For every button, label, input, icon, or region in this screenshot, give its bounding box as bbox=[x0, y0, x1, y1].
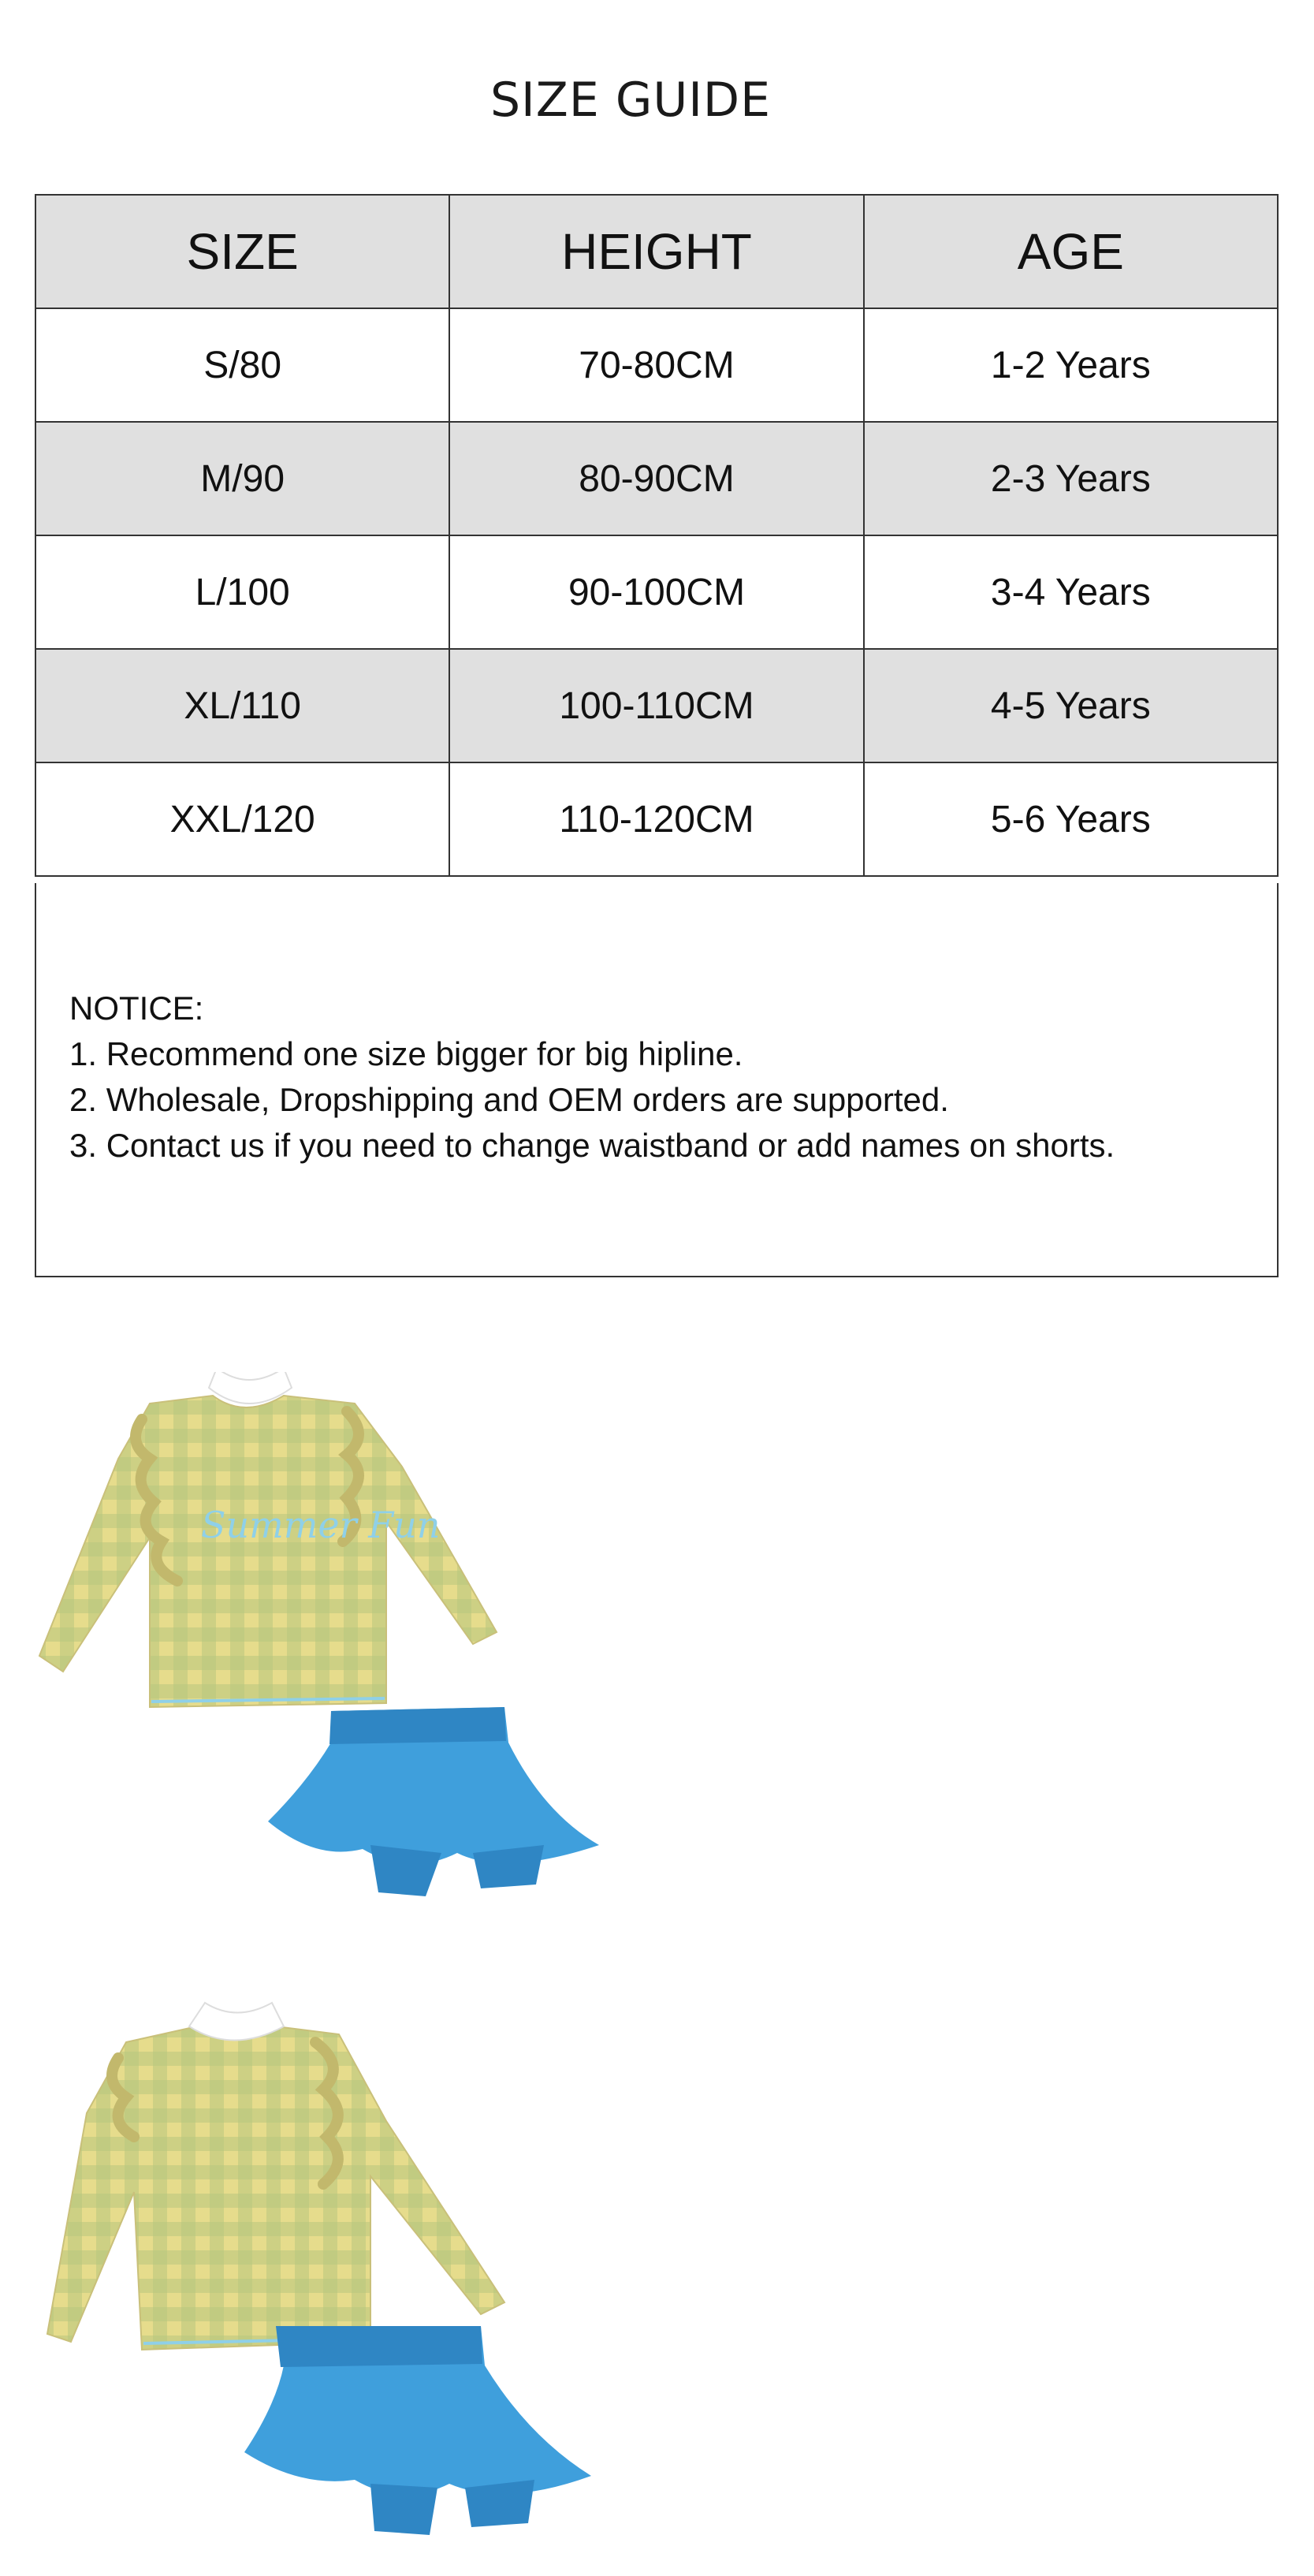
notice-item: 2. Wholesale, Dropshipping and OEM orders are supported. bbox=[69, 1081, 949, 1118]
column-header-size: SIZE bbox=[35, 195, 449, 308]
column-header-height: HEIGHT bbox=[449, 195, 863, 308]
age-cell: 2-3 Years bbox=[864, 422, 1278, 535]
print-text: Summer Fun bbox=[201, 1504, 441, 1546]
notice-text-block bbox=[69, 986, 1115, 1169]
swimsuit-back-illustration bbox=[39, 1995, 638, 2547]
table-row bbox=[35, 535, 1278, 649]
table-row bbox=[35, 649, 1278, 762]
page-title: SIZE GUIDE bbox=[489, 73, 772, 128]
size-cell: S/80 bbox=[35, 308, 449, 422]
age-cell: 4-5 Years bbox=[864, 649, 1278, 762]
table-row bbox=[35, 422, 1278, 535]
size-cell: XXL/120 bbox=[35, 762, 449, 876]
size-cell: M/90 bbox=[35, 422, 449, 535]
product-photo-back bbox=[39, 1995, 638, 2547]
swimsuit-front-illustration bbox=[32, 1372, 631, 1908]
size-cell: L/100 bbox=[35, 535, 449, 649]
size-cell: XL/110 bbox=[35, 649, 449, 762]
height-cell: 90-100CM bbox=[449, 535, 863, 649]
height-cell: 80-90CM bbox=[449, 422, 863, 535]
column-header-age: AGE bbox=[864, 195, 1278, 308]
age-cell: 3-4 Years bbox=[864, 535, 1278, 649]
height-cell: 70-80CM bbox=[449, 308, 863, 422]
table-row bbox=[35, 308, 1278, 422]
table-row bbox=[35, 762, 1278, 876]
notice-box bbox=[35, 883, 1279, 1277]
product-photo-front bbox=[32, 1372, 631, 1908]
age-cell: 1-2 Years bbox=[864, 308, 1278, 422]
age-cell: 5-6 Years bbox=[864, 762, 1278, 876]
notice-item: 1. Recommend one size bigger for big hipline. bbox=[69, 1035, 743, 1072]
notice-heading: NOTICE: bbox=[69, 990, 204, 1027]
notice-item: 3. Contact us if you need to change waistband or add names on shorts. bbox=[69, 1127, 1115, 1164]
table-header-row bbox=[35, 195, 1278, 308]
height-cell: 100-110CM bbox=[449, 649, 863, 762]
size-guide-table bbox=[35, 194, 1279, 877]
height-cell: 110-120CM bbox=[449, 762, 863, 876]
